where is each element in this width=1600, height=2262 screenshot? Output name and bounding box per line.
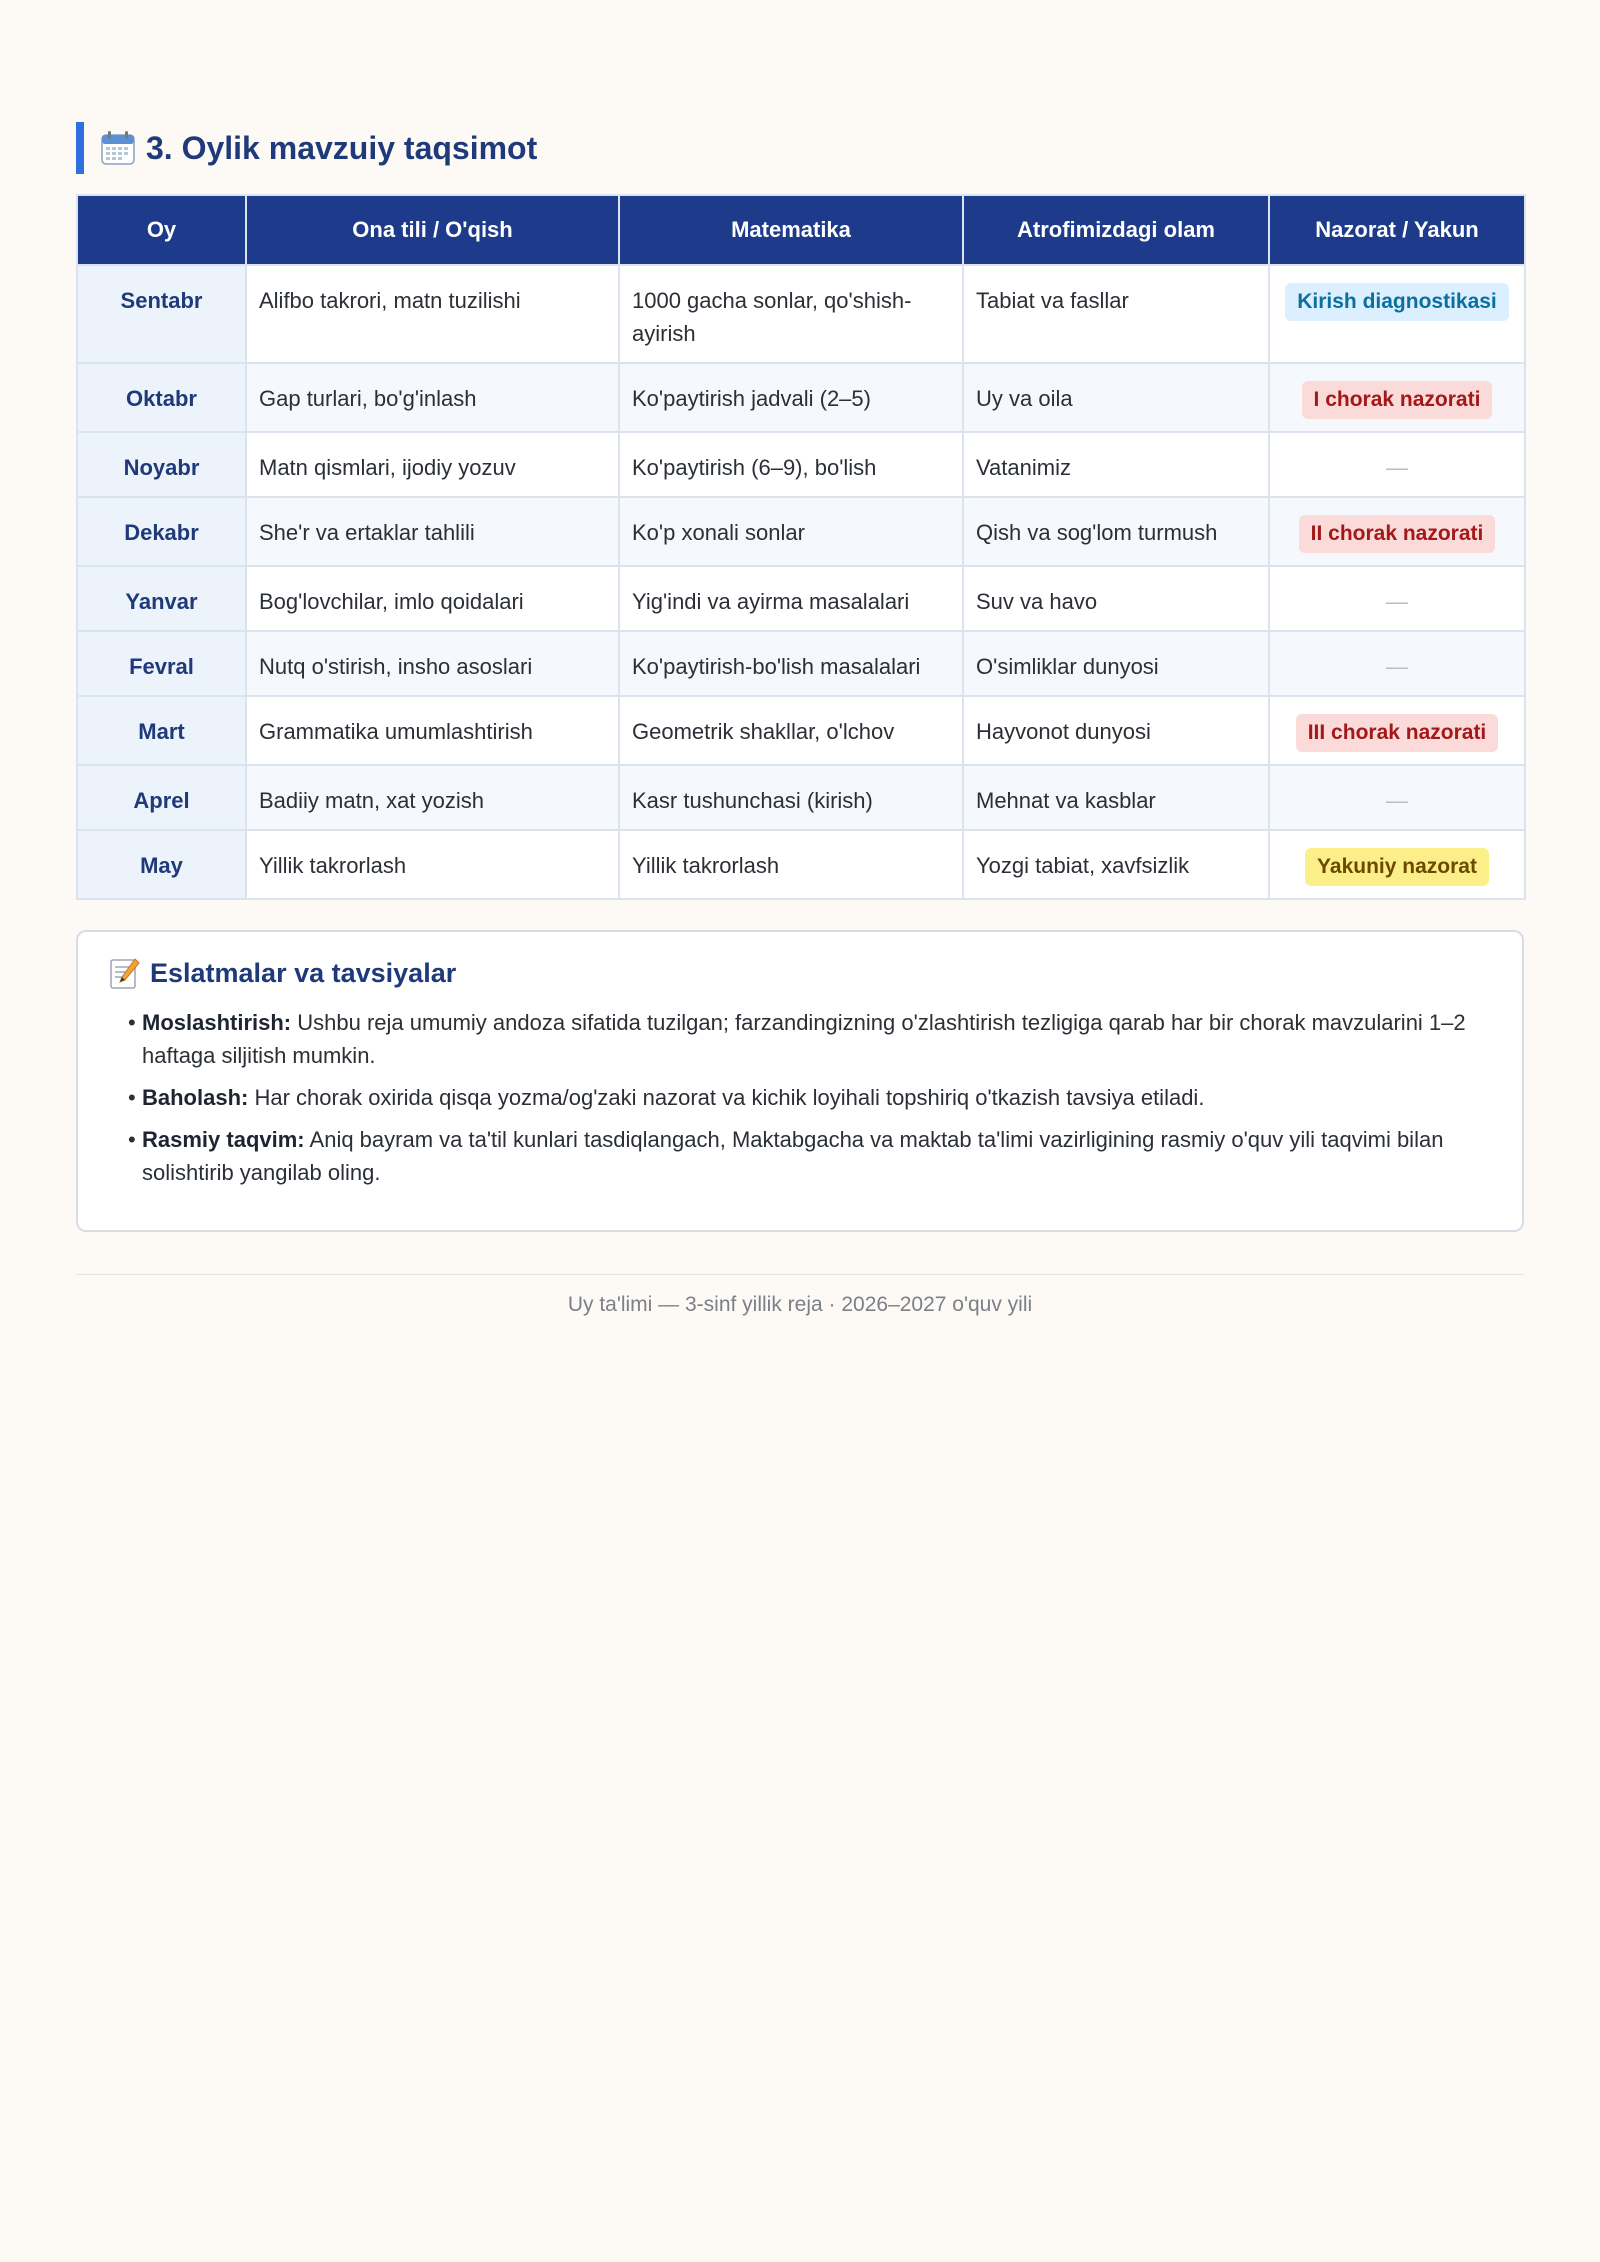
note-label: Moslashtirish: [142,1010,292,1035]
table-header-row [77,195,1525,265]
language-cell: Alifbo takrori, matn tuzilishi [246,265,619,363]
month-cell: Yanvar [77,566,246,631]
control-cell [1269,432,1525,497]
world-cell: Yozgi tabiat, xavfsizlik [963,830,1269,899]
language-cell: Matn qismlari, ijodiy yozuv [246,432,619,497]
control-cell [1269,497,1525,566]
empty-dash: — [1386,589,1408,614]
note-text: Aniq bayram va ta'til kunlari tasdiqlangach, Maktabgacha va maktab ta'limi vazirligining rasmiy o'quv yili taqvimi bilan solishtirib yangilab oling. [142,1127,1444,1185]
world-cell: Tabiat va fasllar [963,265,1269,363]
column-header: Atrofimizdagi olam [963,195,1269,265]
world-cell: Suv va havo [963,566,1269,631]
empty-dash: — [1386,654,1408,679]
math-cell: Ko'paytirish-bo'lish masalalari [619,631,963,696]
world-cell: Hayvonot dunyosi [963,696,1269,765]
empty-dash: — [1386,788,1408,813]
page-footer [76,1274,1524,1317]
control-cell [1269,265,1525,363]
math-cell: 1000 gacha sonlar, qo'shish-ayirish [619,265,963,363]
status-badge: Kirish diagnostikasi [1285,283,1509,321]
table-row [77,696,1525,765]
table-row [77,497,1525,566]
note-label: Rasmiy taqvim: [142,1127,305,1152]
month-cell: Fevral [77,631,246,696]
month-cell: Oktabr [77,363,246,432]
column-header: Nazorat / Yakun [1269,195,1525,265]
status-badge: III chorak nazorati [1296,714,1499,752]
math-cell: Ko'p xonali sonlar [619,497,963,566]
world-cell: Vatanimiz [963,432,1269,497]
status-badge: Yakuniy nazorat [1305,848,1489,886]
column-header: Matematika [619,195,963,265]
language-cell: She'r va ertaklar tahlili [246,497,619,566]
list-item [128,1081,1488,1114]
note-text: Har chorak oxirida qisqa yozma/og'zaki nazorat va kichik loyihali topshiriq o'tkazish tavsiya etiladi. [254,1085,1205,1110]
control-cell [1269,765,1525,830]
world-cell: Qish va sog'lom turmush [963,497,1269,566]
table-row [77,765,1525,830]
math-cell: Ko'paytirish (6–9), bo'lish [619,432,963,497]
table-row [77,631,1525,696]
calendar-icon [100,130,136,166]
note-label: Baholash: [142,1085,249,1110]
control-cell [1269,696,1525,765]
status-badge: I chorak nazorati [1302,381,1493,419]
control-cell [1269,631,1525,696]
note-text: Ushbu reja umumiy andoza sifatida tuzilgan; farzandingizning o'zlashtirish tezligiga qarab har bir chorak mavzularini 1–2 haftaga siljitish mumkin. [142,1010,1466,1068]
math-cell: Yig'indi va ayirma masalalari [619,566,963,631]
section-title: 3. Oylik mavzuiy taqsimot [146,129,538,166]
notes-list [108,1006,1488,1189]
table-row [77,830,1525,899]
memo-icon [108,956,142,990]
math-cell: Ko'paytirish jadvali (2–5) [619,363,963,432]
notes-title: Eslatmalar va tavsiyalar [150,957,457,988]
column-header: Oy [77,195,246,265]
math-cell: Geometrik shakllar, o'lchov [619,696,963,765]
control-cell [1269,830,1525,899]
table-row [77,265,1525,363]
status-badge: II chorak nazorati [1299,515,1496,553]
section-header [76,122,1524,174]
world-cell: Mehnat va kasblar [963,765,1269,830]
math-cell: Kasr tushunchasi (kirish) [619,765,963,830]
notes-box [76,930,1524,1232]
world-cell: Uy va oila [963,363,1269,432]
empty-dash: — [1386,455,1408,480]
list-item [128,1123,1488,1189]
control-cell [1269,363,1525,432]
math-cell: Yillik takrorlash [619,830,963,899]
world-cell: O'simliklar dunyosi [963,631,1269,696]
language-cell: Yillik takrorlash [246,830,619,899]
monthly-plan-table [76,194,1526,900]
notes-header [108,956,1488,990]
table-row [77,566,1525,631]
month-cell: Noyabr [77,432,246,497]
month-cell: Mart [77,696,246,765]
language-cell: Bog'lovchilar, imlo qoidalari [246,566,619,631]
month-cell: May [77,830,246,899]
month-cell: Aprel [77,765,246,830]
footer-text: Uy ta'limi — 3-sinf yillik reja · 2026–2027 o'quv yili [567,1293,1033,1316]
language-cell: Gap turlari, bo'g'inlash [246,363,619,432]
control-cell [1269,566,1525,631]
table-row [77,432,1525,497]
language-cell: Grammatika umumlashtirish [246,696,619,765]
month-cell: Dekabr [77,497,246,566]
language-cell: Nutq o'stirish, insho asoslari [246,631,619,696]
table-row [77,363,1525,432]
month-cell: Sentabr [77,265,246,363]
list-item [128,1006,1488,1072]
column-header: Ona tili / O'qish [246,195,619,265]
language-cell: Badiiy matn, xat yozish [246,765,619,830]
